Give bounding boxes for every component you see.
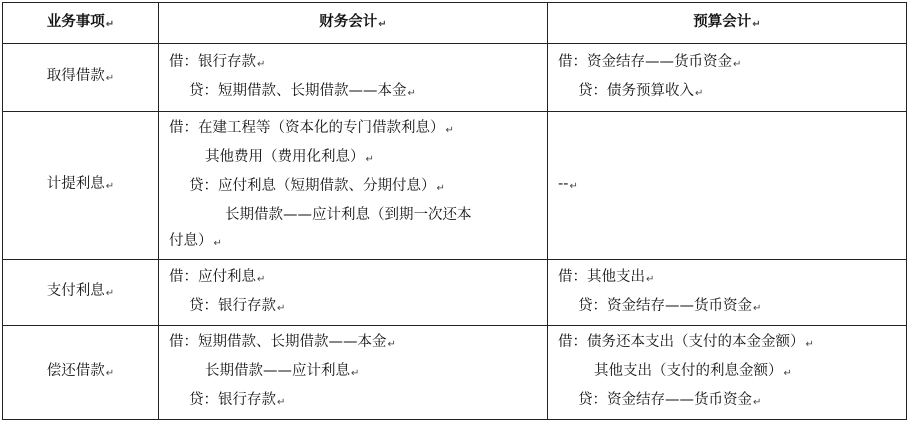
entry-line bbox=[558, 171, 902, 200]
return-mark-icon: ↵ bbox=[105, 368, 115, 379]
row-item-label: 支付利息 bbox=[46, 283, 105, 299]
entry-text: 贷：银行存款 bbox=[189, 297, 276, 314]
return-mark-icon: ↵ bbox=[387, 339, 396, 350]
budget-entry-cell bbox=[548, 326, 907, 420]
budget-entry-cell bbox=[548, 260, 907, 326]
entry-line bbox=[169, 293, 543, 322]
header-row bbox=[3, 3, 907, 44]
return-mark-icon: ↵ bbox=[105, 181, 115, 192]
entry-text: 长期借款——应计利息（到期一次还本 bbox=[225, 206, 472, 223]
return-mark-icon: ↵ bbox=[378, 18, 387, 30]
entry-line bbox=[169, 49, 543, 78]
row-item-label: 取得借款 bbox=[46, 68, 105, 84]
entry-text: 贷：资金结存——货币资金 bbox=[578, 297, 752, 314]
budget-entry-cell bbox=[548, 44, 907, 112]
entry-line bbox=[558, 49, 902, 78]
entry-text: 付息） bbox=[169, 232, 213, 249]
return-mark-icon: ↵ bbox=[805, 339, 814, 350]
return-mark-icon: ↵ bbox=[783, 368, 792, 379]
entry-line bbox=[169, 144, 543, 173]
entry-line bbox=[558, 293, 902, 322]
financial-entry-cell bbox=[159, 326, 548, 420]
entry-line bbox=[558, 264, 902, 293]
return-mark-icon: ↵ bbox=[753, 302, 762, 314]
entry-text: 贷：应付利息（短期借款、分期付息） bbox=[189, 177, 436, 194]
entry-line bbox=[169, 358, 543, 387]
row-item-cell bbox=[3, 326, 159, 420]
return-mark-icon: ↵ bbox=[105, 288, 115, 299]
financial-entry-cell bbox=[159, 112, 548, 260]
entry-line bbox=[558, 78, 902, 107]
entry-line bbox=[169, 387, 543, 416]
entry-text: 借：其他支出 bbox=[558, 268, 645, 285]
financial-entry-cell bbox=[159, 44, 548, 112]
header-budget bbox=[548, 3, 907, 44]
entry-text: 借：在建工程等（资本化的专门借款利息） bbox=[169, 119, 445, 136]
entry-line bbox=[169, 202, 543, 228]
entry-text: 其他支出（支付的利息金额） bbox=[594, 363, 783, 379]
return-mark-icon: ↵ bbox=[257, 58, 266, 70]
return-mark-icon: ↵ bbox=[407, 87, 416, 99]
return-mark-icon: ↵ bbox=[351, 368, 360, 379]
row-item-cell bbox=[3, 260, 159, 326]
header-financial-label: 财务会计 bbox=[319, 13, 378, 30]
return-mark-icon: ↵ bbox=[105, 18, 115, 30]
return-mark-icon: ↵ bbox=[445, 124, 454, 136]
return-mark-icon: ↵ bbox=[752, 18, 761, 30]
entry-text: 贷：短期借款、长期借款——本金 bbox=[189, 82, 407, 99]
return-mark-icon: ↵ bbox=[733, 58, 742, 70]
entry-line bbox=[169, 264, 543, 293]
return-mark-icon: ↵ bbox=[436, 182, 445, 194]
return-mark-icon: ↵ bbox=[646, 273, 655, 285]
entry-text: 贷：银行存款 bbox=[189, 392, 276, 408]
entry-line bbox=[558, 329, 902, 358]
return-mark-icon: ↵ bbox=[277, 302, 286, 314]
entry-text: 借：短期借款、长期借款——本金 bbox=[169, 334, 387, 350]
entry-text: 借：银行存款 bbox=[169, 53, 256, 70]
entry-text: -- bbox=[558, 176, 569, 192]
return-mark-icon: ↵ bbox=[695, 87, 704, 99]
entry-line bbox=[169, 329, 543, 358]
table-row bbox=[3, 112, 907, 260]
table-row bbox=[3, 326, 907, 420]
entry-text: 其他费用（费用化利息） bbox=[205, 148, 365, 165]
entry-text: 贷：资金结存——货币资金 bbox=[578, 392, 752, 408]
entry-line bbox=[169, 115, 543, 144]
row-item-cell bbox=[3, 44, 159, 112]
return-mark-icon: ↵ bbox=[365, 153, 374, 165]
return-mark-icon: ↵ bbox=[257, 273, 266, 285]
budget-entry-cell bbox=[548, 112, 907, 260]
return-mark-icon: ↵ bbox=[569, 181, 578, 192]
row-item-cell bbox=[3, 112, 159, 260]
table-row bbox=[3, 260, 907, 326]
table-row bbox=[3, 44, 907, 112]
entry-text: 借：资金结存——货币资金 bbox=[558, 53, 732, 70]
accounting-table bbox=[2, 2, 907, 420]
entry-line bbox=[558, 358, 902, 387]
return-mark-icon: ↵ bbox=[105, 73, 115, 84]
header-item-label: 业务事项 bbox=[46, 13, 105, 30]
header-item bbox=[3, 3, 159, 44]
header-budget-label: 预算会计 bbox=[693, 13, 752, 30]
entry-line bbox=[558, 387, 902, 416]
financial-entry-cell bbox=[159, 260, 548, 326]
return-mark-icon: ↵ bbox=[213, 237, 222, 249]
entry-line bbox=[169, 173, 543, 202]
entry-line bbox=[169, 228, 543, 257]
entry-text: 借：债务还本支出（支付的本金金额） bbox=[558, 334, 805, 350]
row-item-label: 偿还借款 bbox=[46, 363, 105, 379]
return-mark-icon: ↵ bbox=[277, 397, 286, 408]
entry-line bbox=[169, 78, 543, 107]
row-item-label: 计提利息 bbox=[46, 176, 105, 192]
header-financial bbox=[159, 3, 548, 44]
entry-text: 借：应付利息 bbox=[169, 268, 256, 285]
entry-text: 长期借款——应计利息 bbox=[205, 363, 350, 379]
entry-text: 贷：债务预算收入 bbox=[578, 82, 694, 99]
return-mark-icon: ↵ bbox=[753, 397, 762, 408]
